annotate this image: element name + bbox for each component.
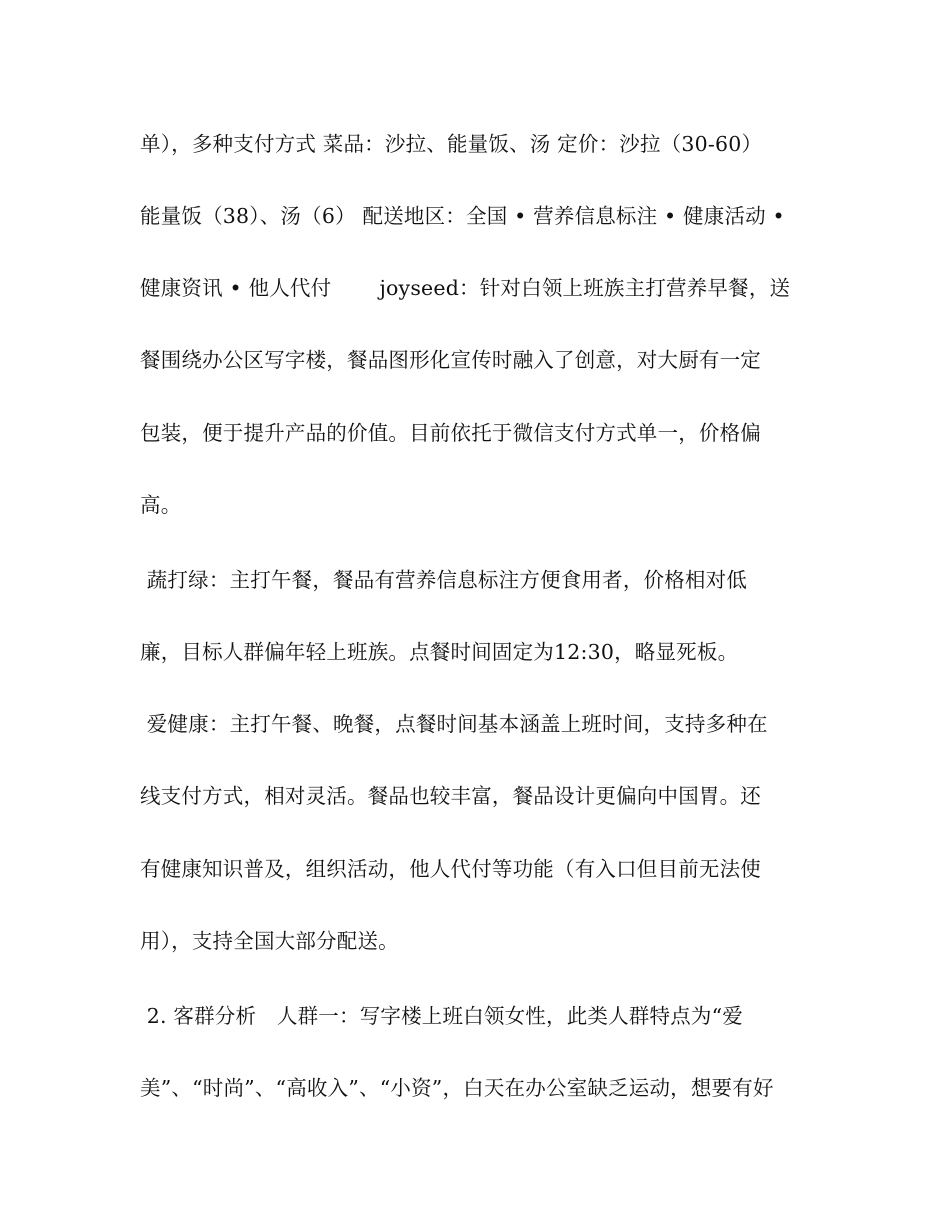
text-line-3: 健康资讯 • 他人代付 joyseed：针对白领上班族主打营养早餐，送 <box>140 276 791 300</box>
text-line-1: 单），多种支付方式 菜品：沙拉、能量饭、汤 定价：沙拉（30-60） <box>140 132 763 156</box>
text-line-14: 美”、“时尚”、“高收入”、“小资”，白天在办公室缺乏运动，想要有好 <box>140 1076 774 1100</box>
text-line-12: 用），支持全国大部分配送。 <box>140 929 399 953</box>
text-line-11: 有健康知识普及，组织活动，他人代付等功能（有入口但目前无法使 <box>140 857 761 881</box>
text-line-9: 爱健康：主打午餐、晚餐，点餐时间基本涵盖上班时间，支持多种在 <box>140 712 768 736</box>
text-line-8: 廉，目标人群偏年轻上班族。点餐时间固定为12:30，略显死板。 <box>140 640 739 664</box>
text-line-4: 餐围绕办公区写字楼，餐品图形化宣传时融入了创意，对大厨有一定 <box>140 348 761 372</box>
text-line-6: 高。 <box>140 493 182 517</box>
text-line-13: 2. 客群分析 人群一：写字楼上班白领女性，此类人群特点为“爱 <box>140 1004 743 1028</box>
text-line-7: 蔬打绿：主打午餐，餐品有营养信息标注方便食用者，价格相对低 <box>140 568 748 592</box>
text-line-2: 能量饭（38）、汤（6） 配送地区：全国 • 营养信息标注 • 健康活动 • <box>140 204 785 228</box>
text-line-5: 包装，便于提升产品的价值。目前依托于微信支付方式单一，价格偏 <box>140 421 761 445</box>
text-line-10: 线支付方式，相对灵活。餐品也较丰富，餐品设计更偏向中国胃。还 <box>140 784 761 808</box>
